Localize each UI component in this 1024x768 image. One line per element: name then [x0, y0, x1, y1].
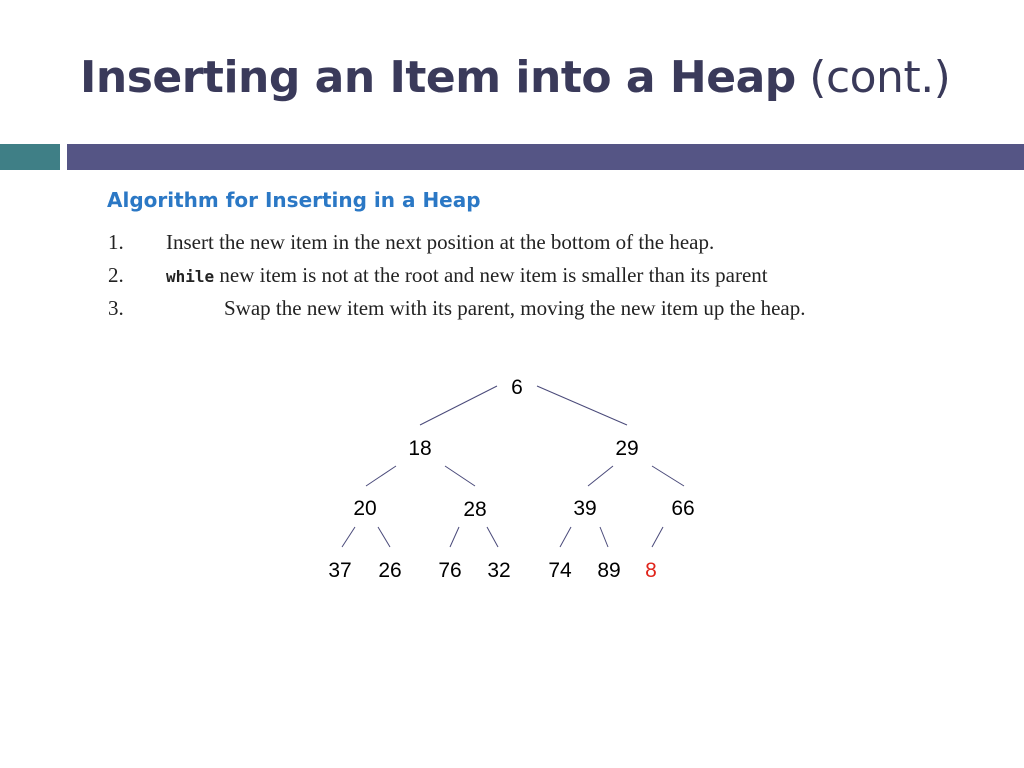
step-body: Swap the new item with its parent, moving the new item up the heap. [224, 296, 806, 320]
edge-20-26 [378, 527, 390, 547]
heap-node-new-item: 8 [645, 559, 657, 582]
algorithm-heading: Algorithm for Inserting in a Heap [107, 188, 481, 212]
heap-nodes [328, 376, 694, 582]
heap-node: 39 [573, 497, 597, 520]
edge-28-32 [487, 527, 498, 547]
heap-node: 89 [597, 559, 621, 582]
heap-node: 18 [408, 437, 432, 460]
edge-29-66 [652, 466, 684, 486]
heap-edges [342, 386, 684, 547]
heap-node: 28 [463, 498, 487, 521]
edge-39-89 [600, 527, 608, 547]
edge-18-20 [366, 466, 396, 486]
heap-node: 26 [378, 559, 402, 582]
step-keyword: while [166, 267, 215, 286]
step-number: 3. [108, 296, 124, 320]
edge-39-74 [560, 527, 571, 547]
edge-29-39 [588, 466, 613, 486]
step-number: 1. [108, 230, 124, 254]
title-main: Inserting an Item into a Heap [80, 52, 796, 103]
heap-node: 74 [548, 559, 572, 582]
step-number: 2. [108, 263, 124, 287]
edge-66-8 [652, 527, 663, 547]
edge-20-37 [342, 527, 355, 547]
heap-node: 32 [487, 559, 511, 582]
heap-node: 20 [353, 497, 377, 520]
step-body: new item is not at the root and new item is smaller than its parent [214, 263, 768, 287]
title-sub: (cont.) [809, 52, 951, 103]
edge-28-76 [450, 527, 459, 547]
heap-node: 29 [615, 437, 639, 460]
heap-node: 76 [438, 559, 462, 582]
heap-node: 66 [671, 497, 695, 520]
step-body: Insert the new item in the next position at the bottom of the heap. [166, 230, 715, 254]
edge-6-29 [537, 386, 627, 425]
heap-node: 37 [328, 559, 352, 582]
edge-18-28 [445, 466, 475, 486]
heap-node: 6 [511, 376, 523, 399]
edge-6-18 [420, 386, 497, 425]
